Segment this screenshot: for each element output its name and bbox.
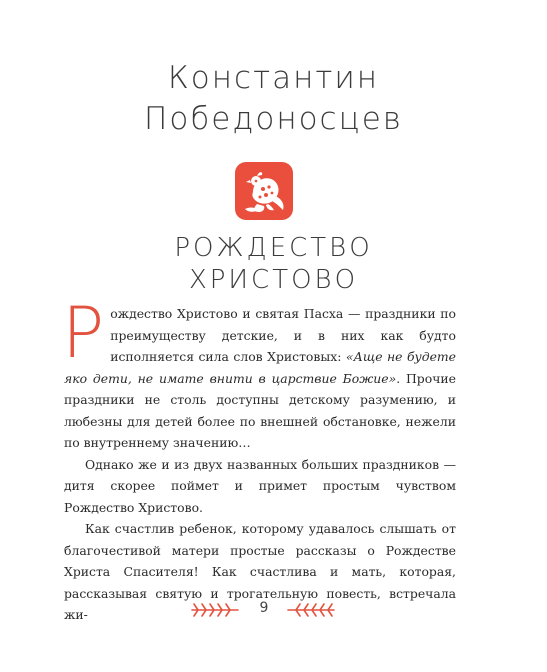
sprig-ornament-icon — [190, 602, 240, 618]
body-text — [62, 292, 457, 626]
author-line-1: Константин — [167, 60, 380, 96]
paragraph-1-text-b: . Прочие праздники не столь доступны детскому разумению, и любезны для детей более по внешней обстановке, нежели по внутреннему значению… — [64, 370, 456, 450]
paragraph-2: Однако же и из двух названных больших праздников — дитя скорее поймет и примет простым чувством Рождество Христово. — [64, 456, 456, 515]
page-number: 9 — [259, 600, 269, 616]
title-line-2: ХРИСТОВО — [188, 265, 359, 295]
dropcap: Р — [62, 292, 105, 374]
author-name — [0, 58, 547, 140]
bird-emblem-icon — [235, 162, 293, 220]
page-footer — [0, 600, 547, 624]
paragraph-1-text-a: ождество Христово и святая Пасха — праздники по преимуществу детские, и в них как будто исполняется сила слов Христовых: — [110, 306, 456, 364]
paragraph-1-quote: «Аще не будете яко дети, не имате внити в царствие Божие» — [64, 349, 457, 386]
title-line-1: РОЖДЕСТВО — [174, 233, 373, 263]
paragraph-3: Как счастлив ребенок, которому удавалось слышать от благочестивой матери простые рассказы о Рождестве Христа Спасителя! Как счастлива и мать, которая, рассказывая святую и трогательную повесть, встречала жи- — [64, 521, 456, 622]
author-line-2: Победоносцев — [144, 101, 403, 137]
chapter-title — [0, 232, 547, 296]
paragraph-1 — [62, 292, 457, 454]
sprig-ornament-icon — [286, 602, 336, 618]
